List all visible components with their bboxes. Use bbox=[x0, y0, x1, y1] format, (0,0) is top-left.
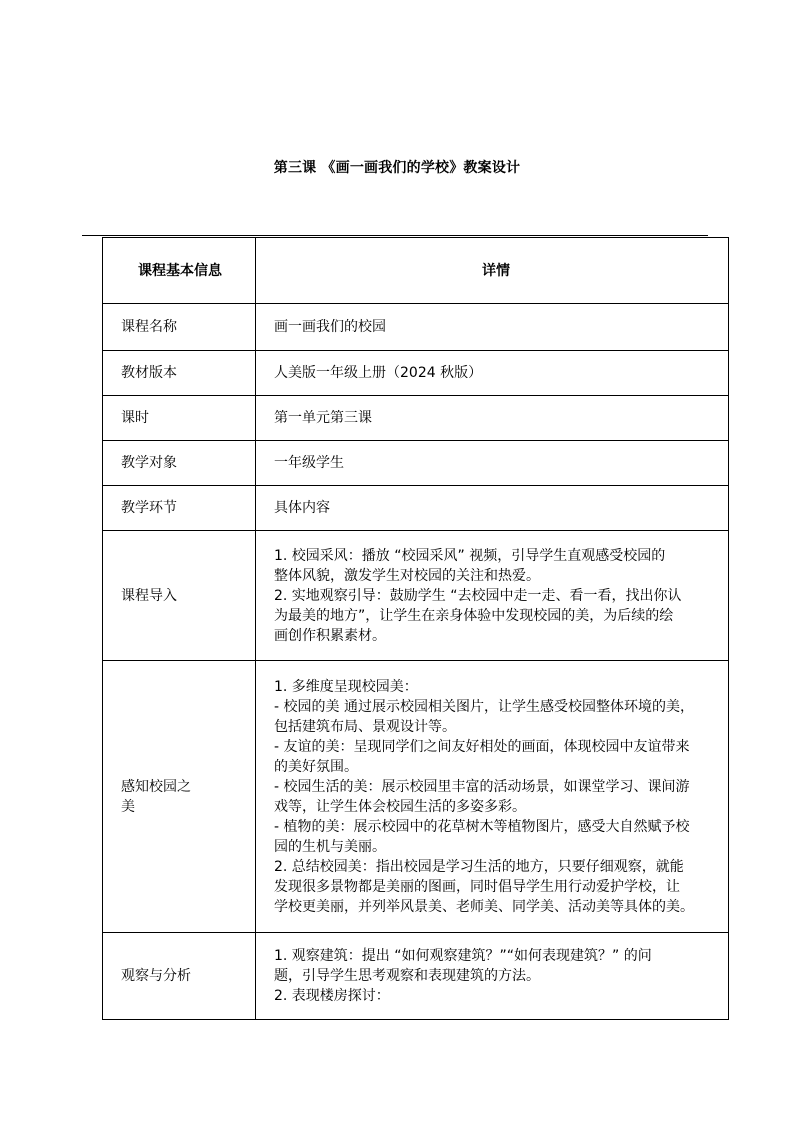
row-label-cell bbox=[103, 396, 256, 441]
row-label: 教学对象 bbox=[121, 455, 177, 471]
perceive-line: - 植物的美：展示校园中的花草树木等植物图片，感受大自然赋予校 bbox=[274, 818, 690, 835]
row-detail-cell bbox=[256, 351, 729, 396]
perceive-line: 戏等，让学生体会校园生活的多姿多彩。 bbox=[274, 798, 526, 815]
row-detail: 人美版一年级上册（2024 秋版） bbox=[274, 365, 483, 381]
observe-line: 题，引导学生思考观察和表现建筑的方法。 bbox=[274, 968, 540, 984]
observe-label-cell bbox=[103, 933, 256, 1020]
perceive-line: 1. 多维度呈现校园美： bbox=[274, 678, 418, 695]
row-label: 教学环节 bbox=[121, 500, 177, 516]
row-detail-cell bbox=[256, 396, 729, 441]
row-label-cell bbox=[103, 351, 256, 396]
row-label-cell bbox=[103, 441, 256, 486]
intro-line: 2. 实地观察引导：鼓励学生 “去校园中走一走、看一看，找出你认 bbox=[274, 587, 682, 604]
observe-detail-cell bbox=[256, 933, 729, 1020]
observe-line: 2. 表现楼房探讨： bbox=[274, 988, 390, 1004]
row-detail: 画一画我们的校园 bbox=[274, 319, 386, 335]
perceive-label: 感知校园之 bbox=[121, 778, 191, 795]
intro-row bbox=[103, 531, 729, 661]
observe-line: 1. 观察建筑：提出 “如何观察建筑？”“如何表现建筑？” 的问 bbox=[274, 948, 652, 964]
perceive-detail-cell bbox=[256, 661, 729, 933]
table-row bbox=[103, 351, 729, 396]
lesson-plan-table bbox=[102, 237, 729, 1020]
table-row bbox=[103, 486, 729, 531]
document-title: 第三课 《画一画我们的学校》教案设计 bbox=[273, 160, 521, 176]
header-info-cell bbox=[103, 238, 256, 304]
row-detail: 第一单元第三课 bbox=[274, 410, 372, 426]
intro-line: 为最美的地方”，让学生在亲身体验中发现校园的美，为后续的绘 bbox=[274, 607, 674, 624]
table-row bbox=[103, 304, 729, 351]
row-label-cell bbox=[103, 304, 256, 351]
header-detail-cell bbox=[256, 238, 729, 304]
row-label: 课时 bbox=[121, 410, 149, 426]
perceive-label-cell bbox=[103, 661, 256, 933]
perceive-line: 的美好氛围。 bbox=[274, 758, 358, 775]
perceive-line: 发现很多景物都是美丽的图画，同时倡导学生用行动爱护学校，让 bbox=[274, 878, 680, 895]
table-row bbox=[103, 396, 729, 441]
row-label-cell bbox=[103, 486, 256, 531]
perceive-line: - 校园生活的美：展示校园里丰富的活动场景，如课堂学习、课间游 bbox=[274, 778, 690, 795]
row-detail-cell bbox=[256, 486, 729, 531]
header-info-label: 课程基本信息 bbox=[138, 262, 222, 279]
header-detail-label: 详情 bbox=[482, 262, 510, 279]
perceive-line: 2. 总结校园美：指出校园是学习生活的地方，只要仔细观察，就能 bbox=[274, 858, 684, 875]
table-header-row bbox=[103, 238, 729, 304]
row-detail: 一年级学生 bbox=[274, 455, 344, 471]
row-label: 教材版本 bbox=[121, 365, 177, 381]
intro-detail-cell bbox=[256, 531, 729, 661]
intro-line: 1. 校园采风：播放 “校园采风” 视频，引导学生直观感受校园的 bbox=[274, 547, 666, 564]
top-rule bbox=[82, 235, 708, 236]
intro-label: 课程导入 bbox=[121, 587, 177, 604]
row-detail-cell bbox=[256, 441, 729, 486]
perceive-row bbox=[103, 661, 729, 933]
perceive-line: 园的生机与美丽。 bbox=[274, 838, 386, 855]
perceive-line: - 友谊的美：呈现同学们之间友好相处的画面，体现校园中友谊带来 bbox=[274, 738, 690, 755]
intro-label-cell bbox=[103, 531, 256, 661]
perceive-line: 学校更美丽，并列举风景美、老师美、同学美、活动美等具体的美。 bbox=[274, 898, 694, 915]
intro-line: 画创作积累素材。 bbox=[274, 627, 386, 644]
intro-line: 整体风貌，激发学生对校园的关注和热爱。 bbox=[274, 567, 540, 584]
observe-row bbox=[103, 933, 729, 1020]
row-detail-cell bbox=[256, 304, 729, 351]
perceive-line: - 校园的美 通过展示校园相关图片，让学生感受校园整体环境的美， bbox=[274, 698, 694, 715]
observe-label: 观察与分析 bbox=[121, 968, 191, 984]
perceive-label: 美 bbox=[121, 798, 135, 815]
row-detail: 具体内容 bbox=[274, 500, 330, 516]
row-label: 课程名称 bbox=[121, 319, 177, 335]
table-row bbox=[103, 441, 729, 486]
perceive-line: 包括建筑布局、景观设计等。 bbox=[274, 718, 456, 735]
